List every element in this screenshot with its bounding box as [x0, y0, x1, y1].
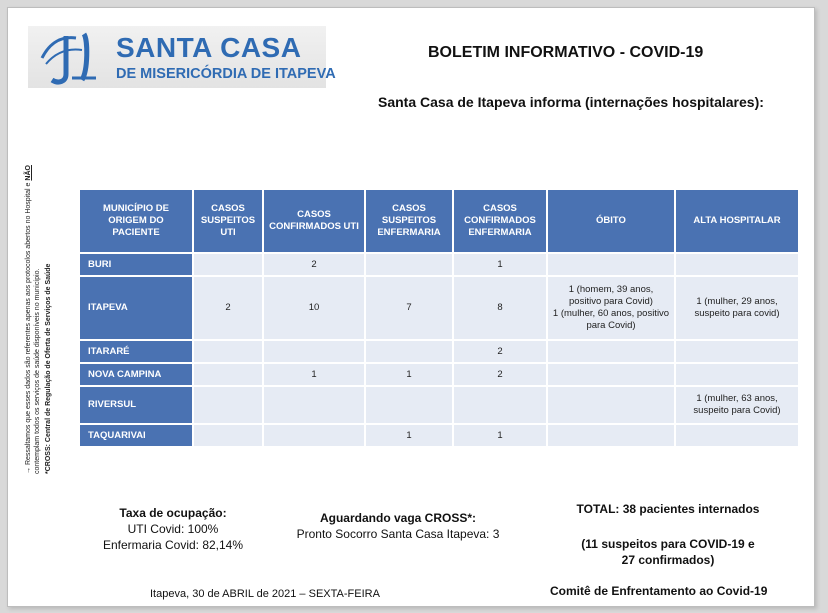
cross-heading: Aguardando vaga CROSS*: [319, 511, 477, 525]
alta-cell [676, 425, 798, 446]
conf-uti-cell [264, 341, 364, 362]
obito-entry: 1 (homem, 39 anos, positivo para Covid) [568, 284, 654, 307]
alta-cell [676, 364, 798, 385]
header-municipio: MUNICÍPIO DE ORIGEM DO PACIENTE [80, 190, 192, 252]
bulletin-title: BOLETIM INFORMATIVO - COVID-19 [428, 44, 704, 61]
logo [28, 26, 336, 88]
side-note-text-2: contemplam todos os serviços de saúde disponíveis no município. [34, 268, 41, 474]
conf-uti-cell [264, 387, 364, 423]
table-row [80, 341, 798, 362]
susp-uti-cell [194, 425, 262, 446]
header-suspeitos-enfermaria: CASOS SUSPEITOS ENFERMARIA [366, 190, 452, 252]
obito-cell [548, 425, 674, 446]
conf-enf-cell [454, 387, 546, 423]
cross-text: Pronto Socorro Santa Casa Itapeva: 3 [296, 527, 500, 541]
occupancy-uti: UTI Covid: 100% [127, 522, 219, 536]
santa-casa-logo-icon [36, 30, 102, 86]
table-row [80, 254, 798, 275]
susp-enf-cell [366, 341, 452, 362]
conf-uti-cell: 1 [264, 364, 364, 385]
header-confirmados-uti: CASOS CONFIRMADOS UTI [264, 190, 364, 252]
municipio-cell: RIVERSUL [80, 387, 192, 423]
logo-name: SANTA CASA [116, 32, 302, 63]
committee-signature: Comitê de Enfrentamento ao Covid-19 [550, 584, 768, 598]
table-row [80, 425, 798, 446]
cross-definition: *CROSS: Central de Regulação de Oferta de Serviços de Saúde [45, 263, 52, 474]
susp-enf-cell: 1 [366, 425, 452, 446]
obito-cell [548, 277, 674, 339]
susp-enf-cell: 1 [366, 364, 452, 385]
conf-uti-cell [264, 425, 364, 446]
total-detail-line: (11 suspeitos para COVID-19 e [581, 537, 755, 551]
alta-cell [676, 254, 798, 275]
conf-uti-cell: 10 [264, 277, 364, 339]
logo-subname: DE MISERICÓRDIA DE ITAPEVA [116, 66, 336, 82]
susp-uti-cell [194, 254, 262, 275]
table-row [80, 387, 798, 423]
susp-uti-cell: 2 [194, 277, 262, 339]
total-detail-line: 27 confirmados) [621, 553, 715, 567]
total-label: TOTAL: 38 pacientes internados [576, 502, 760, 516]
susp-enf-cell: 7 [366, 277, 452, 339]
conf-enf-cell: 2 [454, 341, 546, 362]
table-row [80, 277, 798, 339]
municipio-cell: NOVA CAMPINA [80, 364, 192, 385]
susp-uti-cell [194, 364, 262, 385]
occupancy-enfermaria: Enfermaria Covid: 82,14% [102, 538, 244, 552]
conf-enf-cell: 8 [454, 277, 546, 339]
side-note [24, 144, 53, 474]
conf-uti-cell: 2 [264, 254, 364, 275]
municipio-cell: ITAPEVA [80, 277, 192, 339]
header-suspeitos-uti: CASOS SUSPEITOS UTI [194, 190, 262, 252]
arrow-right-icon: → [25, 467, 32, 474]
conf-enf-cell: 1 [454, 254, 546, 275]
side-note-text-1: Ressaltamos que esses dados são referentes apenas aos protocolos abertos no Hospital e [25, 182, 32, 466]
cases-table [78, 188, 800, 448]
table-header-row [80, 190, 798, 252]
susp-uti-cell [194, 387, 262, 423]
conf-enf-cell: 1 [454, 425, 546, 446]
bulletin-slide [7, 7, 815, 607]
municipio-cell: BURI [80, 254, 192, 275]
cross-block [278, 510, 518, 542]
susp-enf-cell [366, 254, 452, 275]
obito-cell [548, 364, 674, 385]
alta-cell [676, 341, 798, 362]
header-alta: ALTA HOSPITALAR [676, 190, 798, 252]
bulletin-subtitle: Santa Casa de Itapeva informa (internações hospitalares): [378, 94, 764, 110]
header-confirmados-enfermaria: CASOS CONFIRMADOS ENFERMARIA [454, 190, 546, 252]
obito-entry: 1 (mulher, 60 anos, positivo para Covid) [552, 308, 670, 331]
municipio-cell: TAQUARIVAI [80, 425, 192, 446]
occupancy-block [78, 505, 268, 553]
alta-cell: 1 (mulher, 29 anos, suspeito para covid) [676, 277, 798, 339]
alta-cell: 1 (mulher, 63 anos, suspeito para Covid) [676, 387, 798, 423]
obito-cell [548, 341, 674, 362]
bulletin-date: Itapeva, 30 de ABRIL de 2021 – SEXTA-FEIRA [150, 588, 380, 600]
table-row [80, 364, 798, 385]
susp-enf-cell [366, 387, 452, 423]
obito-cell [548, 387, 674, 423]
occupancy-heading: Taxa de ocupação: [119, 506, 227, 520]
total-detail [558, 536, 778, 568]
municipio-cell: ITARARÉ [80, 341, 192, 362]
susp-uti-cell [194, 341, 262, 362]
obito-cell [548, 254, 674, 275]
header-obito: ÓBITO [548, 190, 674, 252]
conf-enf-cell: 2 [454, 364, 546, 385]
side-note-emphasis: NÃO [25, 165, 32, 181]
